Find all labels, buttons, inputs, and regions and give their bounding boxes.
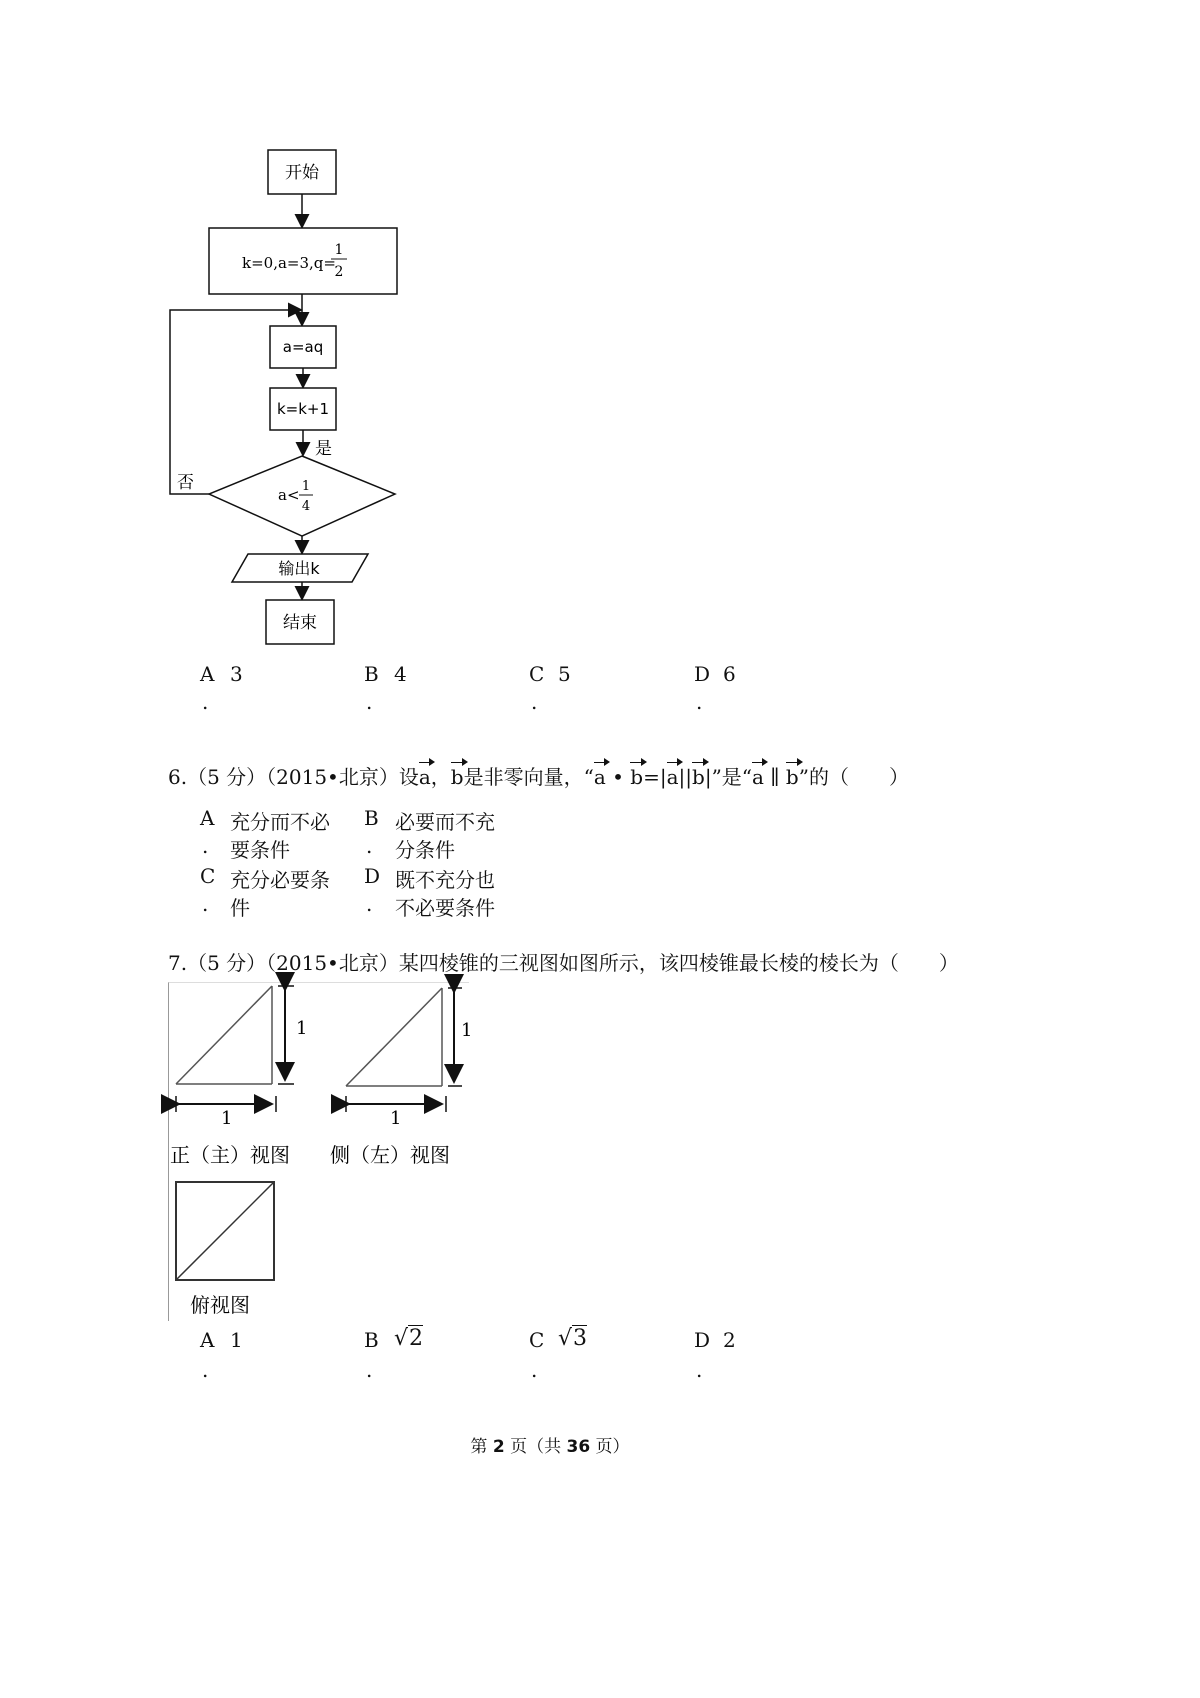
side-view — [346, 988, 472, 1129]
sqrt-2-value: √2 — [394, 1326, 424, 1351]
q6-suffix: ”的（ ） — [798, 765, 909, 789]
option-value: 5 — [558, 662, 571, 686]
option-line1: 既不充分也 — [395, 868, 495, 892]
side-view-label: 侧（左）视图 — [330, 1143, 450, 1167]
option-value: 6 — [723, 662, 736, 686]
vector-a: a — [666, 765, 679, 789]
option-letter: B — [364, 662, 379, 686]
flow-end-text: 结束 — [283, 613, 317, 633]
flow-step1-text: a=aq — [282, 338, 324, 356]
flow-cond-frac-num: 1 — [301, 479, 311, 494]
footer-page-number: 2 — [492, 1437, 505, 1457]
flow-condition-diamond — [209, 456, 395, 536]
flow-yes-label: 是 — [315, 439, 332, 459]
option-letter: D — [364, 864, 381, 888]
option-dot: . — [531, 690, 538, 714]
option-dot: . — [366, 892, 373, 916]
dot-operator: • — [605, 765, 631, 789]
sqrt-3-value: √3 — [558, 1326, 588, 1351]
vector-a: a — [752, 765, 764, 789]
option-dot: . — [202, 892, 209, 916]
option-letter: A — [200, 806, 215, 830]
option-dot: . — [696, 1358, 703, 1382]
flowchart — [160, 150, 420, 650]
footer-total-pages: 36 — [566, 1437, 591, 1457]
option-letter: B — [364, 806, 379, 830]
vector-b: b — [450, 765, 464, 789]
q6-mid: 是非零向量，“ — [463, 765, 594, 789]
vector-b: b — [630, 765, 644, 789]
option-value: 3 — [230, 662, 243, 686]
footer-mid: 页（共 — [504, 1437, 567, 1457]
flow-cond-frac-den: 4 — [301, 499, 311, 514]
flow-no-label: 否 — [177, 473, 194, 493]
footer-post: 页） — [590, 1437, 630, 1457]
flow-init-frac-den: 2 — [334, 264, 344, 280]
top-view — [176, 1182, 274, 1280]
option-line2: 不必要条件 — [395, 896, 495, 920]
option-dot: . — [366, 1358, 373, 1382]
option-line1: 充分而不必 — [230, 810, 330, 834]
flow-cond-text: a< — [278, 486, 300, 504]
flow-init-text: k=0,a=3,q= — [242, 254, 336, 272]
option-dot: . — [202, 834, 209, 858]
option-letter: D — [694, 1328, 711, 1352]
option-letter: D — [694, 662, 711, 686]
front-view — [176, 986, 307, 1129]
option-dot: . — [366, 690, 373, 714]
q7-stem: 7.（5 分）（2015•北京）某四棱锥的三视图如图所示，该四棱锥最长棱的棱长为（ ） — [168, 951, 959, 975]
option-letter: B — [364, 1328, 379, 1352]
flow-start-text: 开始 — [285, 163, 319, 183]
side-width-label: 1 — [390, 1108, 402, 1129]
footer-pre: 第 — [470, 1437, 493, 1457]
front-view-label: 正（主）视图 — [170, 1143, 290, 1167]
option-dot: . — [531, 1358, 538, 1382]
option-dot: . — [202, 690, 209, 714]
option-line2: 要条件 — [230, 838, 290, 862]
front-width-label: 1 — [221, 1108, 233, 1129]
option-value: 4 — [394, 662, 407, 686]
option-line1: 充分必要条 — [230, 868, 330, 892]
flow-step2-text: k=k+1 — [276, 400, 330, 418]
option-value: 2 — [723, 1328, 736, 1352]
flow-output-text: 输出k — [278, 559, 320, 578]
vector-b: b — [692, 765, 705, 789]
option-line2: 件 — [230, 896, 250, 920]
flow-init-frac-num: 1 — [334, 242, 344, 258]
parallel-symbol: ∥ — [763, 765, 786, 789]
vector-a: a — [593, 765, 606, 789]
option-dot: . — [202, 1358, 209, 1382]
q6-close1: |”是“ — [704, 765, 753, 789]
q6-stem — [168, 764, 909, 790]
vector-a: a — [418, 765, 431, 789]
option-line2: 分条件 — [395, 838, 455, 862]
option-line1: 必要而不充 — [395, 810, 495, 834]
q6-prefix: 6.（5 分）（2015•北京）设 — [168, 765, 419, 789]
q6-comma: ， — [430, 765, 451, 789]
front-height-label: 1 — [296, 1018, 308, 1039]
option-value: 1 — [230, 1328, 243, 1352]
abs-bars: || — [678, 765, 693, 789]
side-height-label: 1 — [461, 1020, 473, 1041]
option-letter: A — [200, 662, 215, 686]
option-dot: . — [366, 834, 373, 858]
option-letter: C — [529, 662, 545, 686]
option-letter: A — [200, 1328, 215, 1352]
equals-abs: =| — [643, 765, 667, 789]
option-dot: . — [696, 690, 703, 714]
vector-b: b — [785, 765, 799, 789]
radicand: 3 — [573, 1326, 588, 1351]
option-letter: C — [200, 864, 216, 888]
option-letter: C — [529, 1328, 545, 1352]
page-footer — [0, 1432, 1100, 1457]
top-view-label: 俯视图 — [190, 1293, 250, 1317]
three-views-figure — [168, 982, 473, 1320]
radicand: 2 — [409, 1326, 424, 1351]
